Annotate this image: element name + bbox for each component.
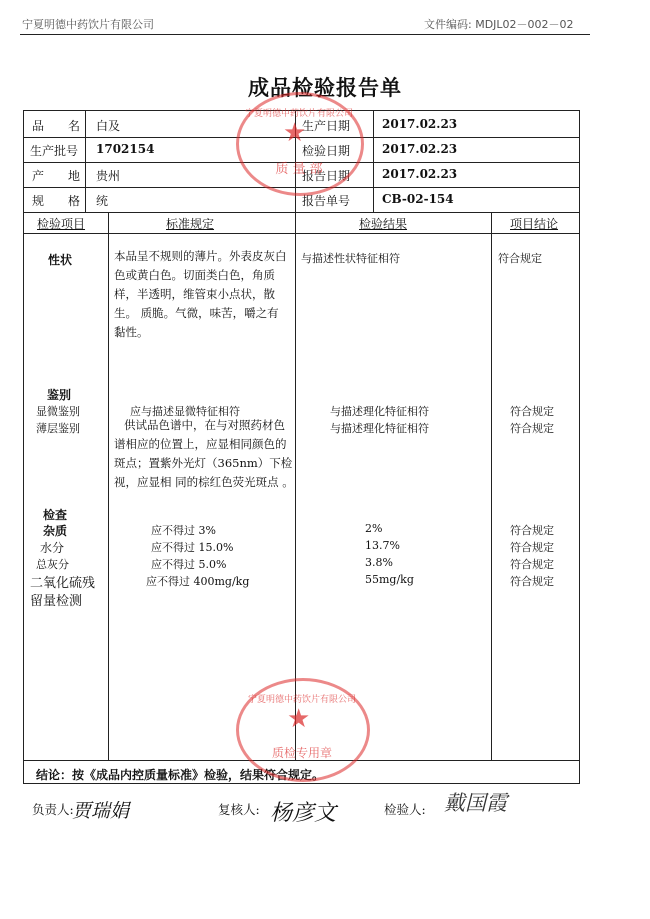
name-label: 品 名 (32, 119, 81, 133)
star-icon: ★ (287, 704, 311, 734)
prod-date-label: 生产日期 (302, 119, 351, 133)
batch-label: 生产批号 (30, 144, 79, 158)
spec-value: 统 (96, 194, 109, 208)
col-header-standard: 标准规定 (166, 217, 215, 231)
inspection-conclusion: 符合规定 (510, 541, 554, 554)
conclusion-text: 结论：按《成品内控质量标准》检验，结果符合规定。 (36, 768, 325, 782)
inspection-standard: 应不得过 15.0% (151, 541, 234, 554)
header-rule (20, 34, 590, 35)
origin-label: 产 地 (32, 169, 81, 183)
character-standard: 本品呈不规则的薄片。外表皮灰白色或黄白色。切面类白色，角质样，半透明，维管束小点状，散生。 质脆。气微，味苦，嚼之有黏性。 (114, 249, 287, 339)
star-icon: ★ (283, 118, 307, 148)
report-no-label: 报告单号 (302, 194, 351, 208)
qc-seal-stamp (236, 678, 370, 782)
inspection-standard: 应不得过 3% (151, 524, 216, 537)
test-date-value: 2017.02.23 (382, 142, 458, 156)
stamp-company-text: 宁夏明德中药饮片有限公司 (244, 109, 353, 119)
inspection-item: 二氧化硫残 (30, 576, 96, 591)
stamp-seal-text: 质检专用章 (271, 746, 332, 760)
inspection-item: 总灰分 (36, 558, 69, 571)
micro-label: 显微鉴别 (36, 405, 80, 418)
so2-continuation: 留量检测 (30, 594, 83, 609)
name-value: 白及 (96, 119, 121, 133)
inspection-item: 杂质 (43, 524, 68, 538)
reviewer-signature: 杨彦文 (270, 801, 337, 826)
tlc-standard: 供试品色谱中，在与对照药材色谱相应的位置上，应显相同颜色的斑点；置紫外光灯（365nm）下检视，应显相 同的棕红色荧光斑点 。 (114, 418, 294, 489)
report-no-value: CB-02-154 (382, 192, 454, 206)
character-conclusion: 符合规定 (498, 252, 542, 265)
character-result: 与描述性状特征相符 (301, 252, 400, 265)
col-line (491, 212, 492, 760)
document-number: 文件编码: MDJL02－002－02 (424, 18, 574, 31)
inspection-standard: 应不得过 400mg/kg (146, 575, 250, 588)
company-header: 宁夏明德中药饮片有限公司 (22, 18, 154, 31)
page-title: 成品检验报告单 (248, 75, 402, 100)
inspection-result: 55mg/kg (365, 573, 414, 586)
inspection-result: 3.8% (365, 556, 393, 569)
micro-conclusion: 符合规定 (510, 405, 554, 418)
test-date-label: 检验日期 (302, 144, 351, 158)
micro-result: 与描述理化特征相符 (330, 405, 429, 418)
identification-label: 鉴别 (47, 388, 72, 402)
tlc-result: 与描述理化特征相符 (330, 422, 429, 435)
stamp-company-text: 宁夏明德中药饮片有限公司 (247, 695, 356, 705)
responsible-signature: 贾瑞娟 (72, 800, 130, 822)
inspection-label: 检查 (43, 508, 68, 522)
micro-standard: 应与描述显微特征相符 (130, 405, 240, 418)
reviewer-label: 复核人: (218, 802, 260, 817)
inspection-item: 水分 (40, 541, 65, 555)
inspection-conclusion: 符合规定 (510, 575, 554, 588)
tlc-label: 薄层鉴别 (36, 422, 80, 435)
row-line (23, 233, 580, 234)
col-header-item: 检验项目 (37, 217, 86, 231)
responsible-label: 负责人: (32, 802, 74, 817)
inspection-result: 13.7% (365, 539, 400, 552)
inspection-conclusion: 符合规定 (510, 524, 554, 537)
prod-date-value: 2017.02.23 (382, 117, 458, 131)
report-date-label: 报告日期 (302, 169, 351, 183)
spec-label: 规 格 (32, 194, 81, 208)
col-header-result: 检验结果 (359, 217, 408, 231)
inspection-conclusion: 符合规定 (510, 558, 554, 571)
col-line (373, 110, 374, 212)
quality-dept-stamp (236, 92, 364, 196)
tlc-conclusion: 符合规定 (510, 422, 554, 435)
inspector-signature: 戴国霞 (444, 791, 507, 815)
origin-value: 贵州 (96, 169, 121, 183)
character-label: 性状 (48, 253, 73, 267)
inspection-standard: 应不得过 5.0% (151, 558, 227, 571)
col-line (108, 212, 109, 760)
col-header-conclusion: 项目结论 (510, 217, 559, 231)
row-line (23, 212, 580, 213)
stamp-dept-text: 质 量 部 (275, 162, 323, 177)
inspection-result: 2% (365, 522, 383, 535)
inspector-label: 检验人: (384, 802, 426, 817)
batch-value: 1702154 (96, 142, 155, 156)
report-date-value: 2017.02.23 (382, 167, 458, 181)
col-line (85, 110, 86, 212)
